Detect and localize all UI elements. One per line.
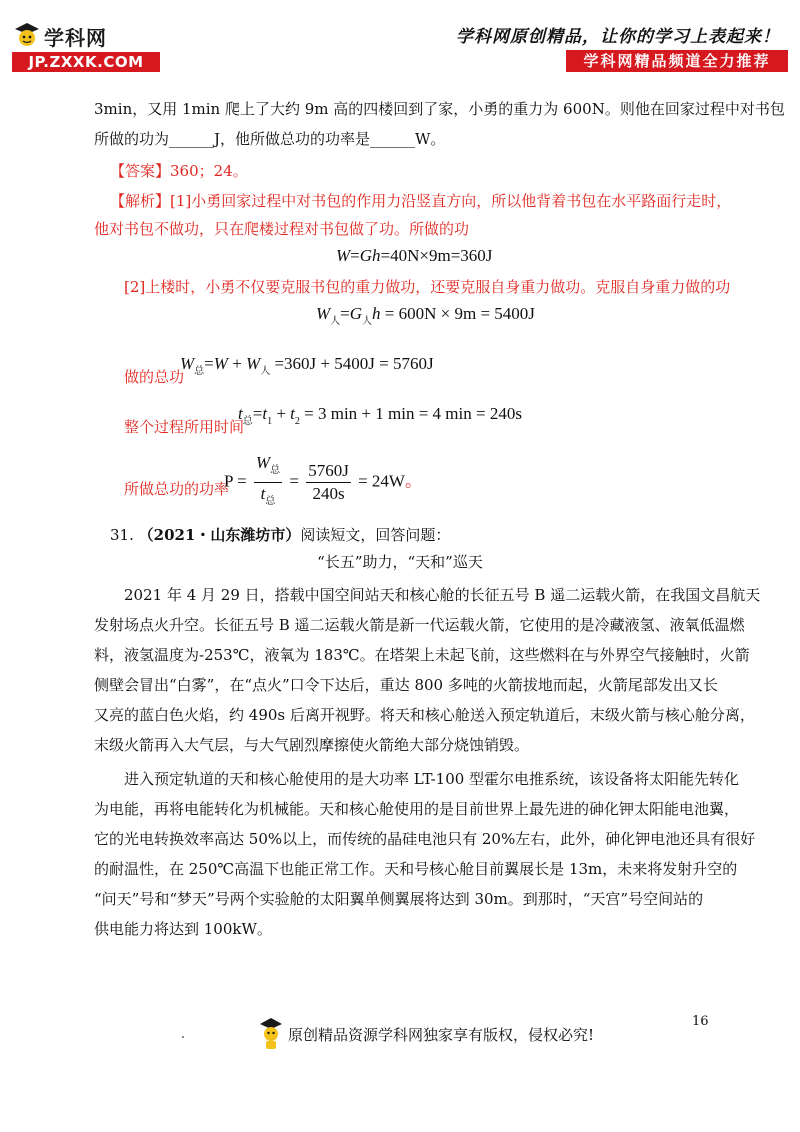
para1-line-1: 2021 年 4 月 29 日，搭载中国空间站天和核心舱的长征五号 B 遥二运载火箭，在我国文昌航天 [124, 586, 761, 604]
logo-url: JP.ZXXK.COM [12, 52, 160, 72]
equation-total-work: $W_总=W + W_人 =360J + 5400J = 5760J$ [180, 354, 434, 377]
label-power: 所做总功的功率 [124, 480, 230, 498]
equation-total-time: $t_总=t_1 + t_2 = 3$ min + 1 min = 4 min = 240s [238, 404, 522, 427]
analysis-line-2: 他对书包不做功，只在爬楼过程对书包做了功。所做的功 [94, 220, 470, 238]
para1-line-4: 侧壁会冒出“白雾”，在“点火”口令下达后，重达 800 多吨的火箭拔地而起，火箭尾部发出又长 [94, 676, 718, 694]
para1-line-2: 发射场点火升空。长征五号 B 遥二运载火箭是新一代运载火箭，它使用的是冷藏液氢、液氧低温燃 [94, 616, 745, 634]
label-total-time: 整个过程所用时间 [124, 418, 245, 436]
equation-work-self: $W_人=G_人h = 600N \times 9m = 5400J$ [316, 304, 535, 327]
equation-work-bag: W=Gh=40N×9m=360J [336, 246, 493, 265]
label-total-work: 做的总功 [124, 368, 185, 386]
mascot-icon [12, 20, 42, 50]
question-line-1: 3min，又用 1min 爬上了大约 9m 高的四楼回到了家，小勇的重力为 600N。则他在回家过程中对书包 [94, 100, 785, 118]
fraction-symbolic: $\frac{W_总}{t_总}$ [255, 453, 281, 507]
para1-line-3: 料，液氢温度为-253℃，液氧为 183℃。在塔架上未起飞前，这些燃料在与外界空气接触时，火箭 [94, 646, 750, 664]
page-number: 16 [692, 1014, 709, 1029]
para2-line-5: “问天”号和“梦天”号两个实验舱的太阳翼单侧翼展将达到 30m。到那时，“天宫”号空间站的 [94, 890, 704, 908]
copyright-notice: 原创精品资源学科网独家享有版权，侵权必究! [288, 1026, 595, 1044]
para2-line-3: 它的光电转换效率高达 50%以上，而传统的晶硅电池只有 20%左右，此外，砷化钾电池还具有很好 [94, 830, 756, 848]
analysis-line-3: [2]上楼时，小勇不仅要克服书包的重力做功，还要克服自身重力做功。克服自身重力做的功 [124, 278, 731, 296]
footer-dot [182, 1036, 184, 1038]
header-slogan-bar: 学科网精品频道全力推荐 [566, 50, 788, 72]
zxxk-logo[interactable] [12, 16, 162, 74]
header-slogan: 学科网原创精品，让你的学习上表起来！ [456, 27, 780, 47]
para2-line-1: 进入预定轨道的天和核心舱使用的是大功率 LT-100 型霍尔电推系统，该设备将太阳能先转化 [124, 770, 740, 788]
page-header [0, 0, 800, 80]
para1-line-6: 末级火箭再入大气层，与大气剧烈摩擦使火箭绝大部分烧蚀销毁。 [94, 736, 530, 754]
article-title: “长五”助力，“天和”巡天 [317, 553, 483, 571]
para2-line-2: 为电能，再将电能转化为机械能。天和核心舱使用的是目前世界上最先进的砷化钾太阳能电池翼， [94, 800, 740, 818]
para2-line-4: 的耐温性，在 250℃高温下也能正常工作。天和号核心舱目前翼展长是 13m，未来将发射升空的 [94, 860, 738, 878]
para2-line-6: 供电能力将达到 100kW。 [94, 920, 272, 938]
logo-name: 学科网 [44, 26, 107, 50]
fraction-numeric: $\frac{5760J}{240s}$ [308, 461, 349, 503]
mascot-icon [258, 1016, 284, 1052]
equation-power: P = $\frac{W_总}{t_总}$ = $\frac{5760J}{240s}$ = 24W。 [224, 452, 422, 513]
analysis-line-1: 【解析】[1]小勇回家过程中对书包的作用力沿竖直方向，所以他背着书包在水平路面行走时， [110, 192, 732, 210]
question-line-2: 所做的功为______J，他所做总功的功率是______W。 [94, 130, 446, 148]
question-31-header: 31. （2021・山东潍坊市）阅读短文，回答问题： [110, 526, 451, 544]
para1-line-5: 又亮的蓝白色火焰，约 490s 后离开视野。将天和核心舱送入预定轨道后，末级火箭与核心舱分离， [94, 706, 755, 724]
answer-line: 【答案】360；24。 [110, 162, 248, 180]
